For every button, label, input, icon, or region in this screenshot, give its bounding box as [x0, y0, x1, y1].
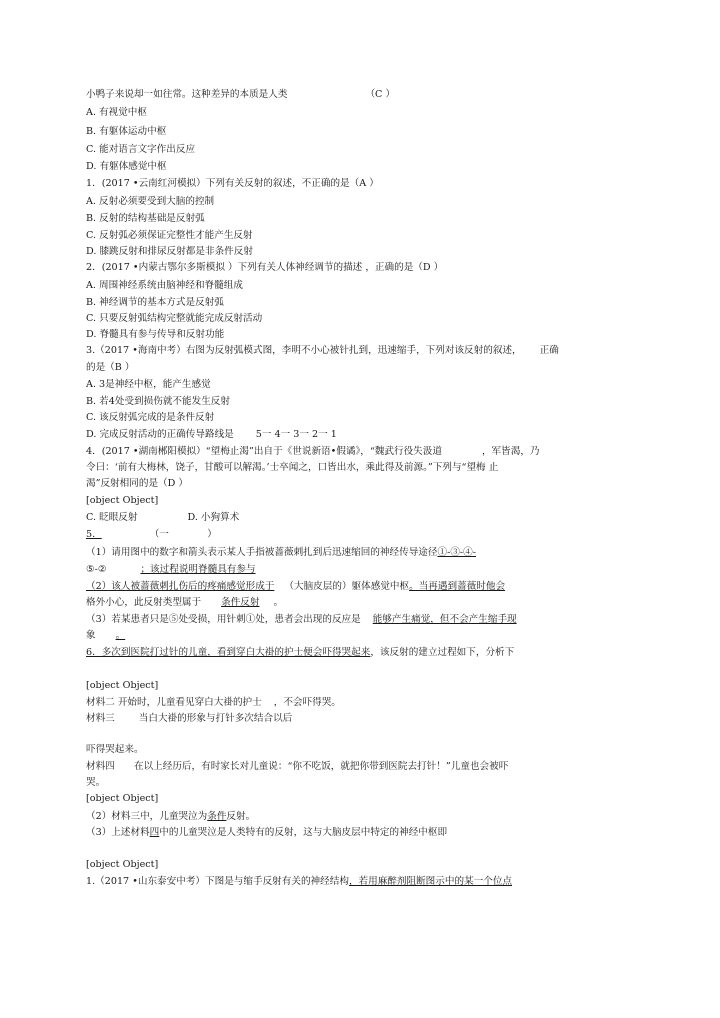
question-6-part-2: （3）上述材料四中的儿童哭泣是人类特有的反射，这与大脑皮层中特定的神经中枢即 — [86, 827, 448, 838]
question-4-cont: 渴”反射相同的是（D ） — [86, 478, 188, 489]
material-1: 材料二 开始时，儿童看见穿白大褂的护士 ，不会吓得哭。 — [86, 697, 341, 708]
question-6 — [86, 662, 116, 676]
material-2: 材料三 当白大褂的形象与打针多次结合以后 — [86, 713, 293, 724]
option-c: C. 只要反射弧结构完整就能完成反射活动 — [86, 313, 263, 324]
option-b: B. 有躯体运动中枢 — [86, 126, 167, 137]
question-5-part-1: ⑤-② ；该过程说明脊髓具有参与 — [86, 564, 256, 575]
option-d: D. 完成反射活动的正确传导路线是 5一 4一 3一 2一 1 — [86, 429, 337, 440]
option-d: D. 有躯体感觉中枢 — [86, 161, 167, 172]
question-5-part-1-cont: （2）该人被蔷薇刺扎伤后的疼痛感觉形成于 （大脑皮层的）躯体感觉中枢。当再遇到蔷薇时他会 — [86, 581, 506, 592]
question-next-1 — [86, 891, 106, 905]
option-a: A. 反射必须要受到大脑的控制 — [86, 196, 215, 207]
question-1: 1．(2017 •云南红河模拟）下列有关反射的叙述，不正确的是（A ） — [86, 178, 379, 189]
question-5-part-2-cont: （3）若某患者只是⑤处受损，用针刺①处，患者会出现的反应是 能够产生痛觉，但不会产生缩手现 — [86, 614, 517, 625]
question-5-part-2: 格外小心，此反射类型属于 条件反射 。 — [86, 597, 284, 608]
question-6-part-1: （2）材料三中，儿童哭泣为条件反射。 — [86, 811, 256, 822]
question-6-part-3-cont: [object Object] — [86, 859, 159, 870]
question-6-part-4: 1.（2017 •山东泰安中考）下图是与缩手反射有关的神经结构，若用麻醉剂阻断图示中的某一个位点 — [86, 876, 513, 887]
question-3-cont: 的是（B ） — [86, 362, 135, 373]
option-c: C. 该反射弧完成的是条件反射 — [86, 412, 215, 423]
option-a: A. 有视觉中枢 — [86, 107, 147, 118]
question-5: （1）请用图中的数字和箭头表示某人手指被蔷薇刺扎到后迅速缩回的神经传导途径①-③-④- — [86, 547, 476, 558]
option-c: C. 能对语言文字作出反应 — [86, 144, 196, 155]
option-a: A. 3是神经中枢，能产生感觉 — [86, 379, 211, 390]
option-d: D. 膝跳反射和排尿反射都是非条件反射 — [86, 246, 253, 257]
material-3-cont: 材料四 在以上经历后，有时家长对儿童说：“你不吃饭，就把你带到医院去打针！”儿童也会被吓 — [86, 761, 509, 772]
material-4-cont: [object Object] — [86, 793, 159, 804]
text-line: 小鸭子来说却一如往常。这种差异的本质是人类 （C ） — [86, 89, 396, 100]
option-b: B. 若4处受到损伤就不能发生反射 — [86, 396, 230, 407]
question-3: 3.（2017 •海南中考）右图为反射弧模式图，李明不小心被针扎到，迅速缩手，下列对该反射的叙述， 正确 — [86, 345, 559, 356]
question-6-cont: [object Object] — [86, 680, 159, 691]
option-a: A. 周围神经系统由脑神经和脊髓组成 — [86, 280, 243, 291]
option-row: C. 眨眼反射 D. 小狗算术 — [86, 512, 240, 523]
material-4: 哭。 — [86, 777, 106, 788]
question-5-part-3: 象 。 — [86, 630, 126, 641]
question-4-cont: [object Object] — [86, 495, 159, 506]
question-6-part-3 — [86, 842, 146, 856]
option-b: B. 反射的结构基础是反射弧 — [86, 213, 205, 224]
material-3-cont: 吓得哭起来。 — [86, 744, 144, 755]
question-4-cont: 令曰：‘前有大梅林，饶子，甘酸可以解渴。’士卒闻之，口皆出水，乘此得及前源。”下列与“望梅 止 — [86, 462, 499, 473]
question-2: 2．(2017 •内蒙古鄂尔多斯模拟 ）下列有关人体神经调节的描述 ，正确的是（D ） — [86, 262, 444, 273]
question-5-part-3-cont: 6．多次到医院打过针的儿童，看到穿白大褂的护士便会吓得哭起来，该反射的建立过程如下，分析下 — [86, 647, 515, 658]
option-d: D. 脊髓具有参与传导和反射功能 — [86, 329, 225, 340]
material-3 — [86, 728, 118, 742]
option-c: C. 反射弧必须保证完整性才能产生反射 — [86, 230, 253, 241]
option-row: 5． （一 ） — [86, 529, 217, 540]
option-b: B. 神经调节的基本方式是反射弧 — [86, 297, 224, 308]
question-4: 4．(2017 •湖南郴阳模拟）“望梅止渴”出自于《世说新语•假谲》，“魏武行役失汲道 ，军皆渴，乃 — [86, 446, 540, 457]
